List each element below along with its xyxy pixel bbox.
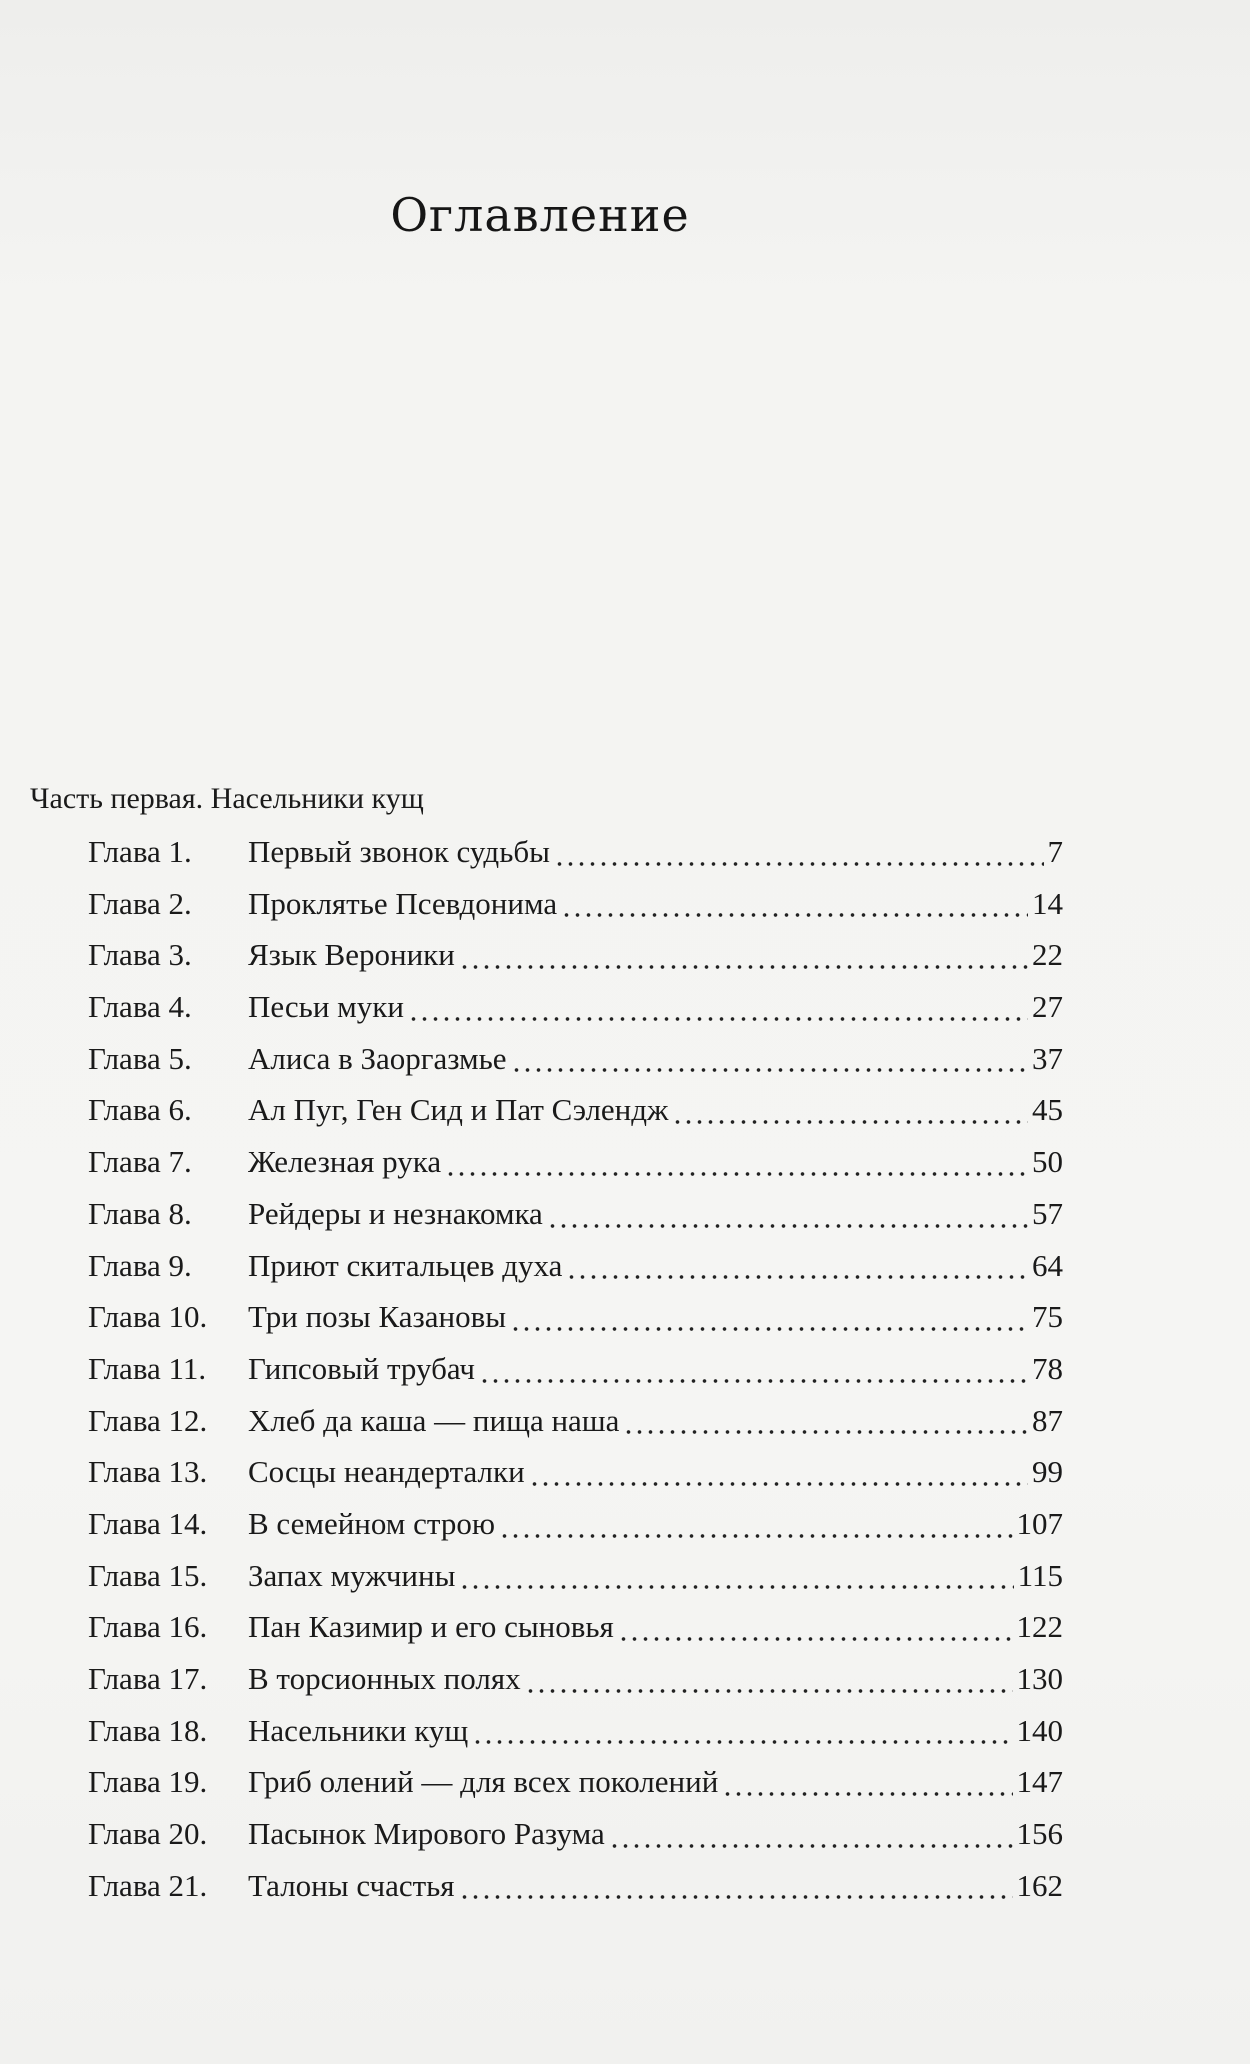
toc-dot-leader: [525, 1681, 1013, 1701]
toc-chapter-number: Глава 12.: [88, 1402, 208, 1438]
toc-chapter-title: Проклятье Псевдонима: [248, 885, 558, 921]
toc-chapter-number: Глава 8.: [88, 1195, 192, 1231]
toc-page-number: 122: [1016, 1609, 1063, 1645]
table-of-contents: [88, 834, 1063, 1919]
toc-dot-leader: [510, 1319, 1028, 1339]
toc-entry: [88, 989, 1063, 1041]
toc-entry: [88, 1609, 1063, 1661]
toc-chapter-title: Гриб олений — для всех поколений: [248, 1764, 719, 1800]
toc-chapter-title: Песьи муки: [248, 989, 404, 1025]
part-heading: Часть первая. Насельники кущ: [30, 782, 424, 815]
toc-chapter-number: Глава 11.: [88, 1350, 207, 1386]
toc-page-number: 14: [1032, 885, 1063, 921]
toc-chapter-title: Железная рука: [248, 1144, 442, 1180]
toc-dot-leader: [459, 1887, 1013, 1907]
toc-entry: [88, 834, 1063, 886]
toc-dot-leader: [472, 1732, 1012, 1752]
toc-chapter-title: Алиса в Заоргазмье: [248, 1040, 507, 1076]
toc-entry: [88, 1454, 1063, 1506]
toc-page-number: 130: [1016, 1661, 1063, 1696]
toc-page-number: 50: [1032, 1144, 1063, 1180]
toc-entry: [88, 1868, 1063, 1920]
toc-chapter-number: Глава 21.: [88, 1867, 208, 1903]
toc-entry: [88, 1764, 1063, 1816]
toc-dot-leader: [459, 1577, 1013, 1597]
toc-page-number: 78: [1032, 1350, 1063, 1386]
toc-dot-leader: [609, 1836, 1013, 1856]
toc-page-number: 87: [1032, 1402, 1063, 1438]
toc-page-number: 45: [1032, 1092, 1063, 1128]
toc-dot-leader: [566, 1267, 1028, 1287]
toc-chapter-title: Гипсовый трубач: [248, 1350, 475, 1386]
toc-chapter-number: Глава 13.: [88, 1454, 208, 1490]
toc-entry: [88, 1713, 1063, 1765]
toc-dot-leader: [623, 1422, 1028, 1442]
toc-entry: [88, 1816, 1063, 1868]
toc-chapter-number: Глава 19.: [88, 1764, 208, 1800]
toc-chapter-title: Приют скитальцев духа: [248, 1247, 563, 1283]
toc-dot-leader: [547, 1216, 1028, 1236]
toc-entry: [88, 1558, 1063, 1610]
toc-chapter-number: Глава 15.: [88, 1557, 208, 1593]
toc-dot-leader: [618, 1629, 1013, 1649]
toc-chapter-title: Хлеб да каша — пища наша: [248, 1402, 620, 1438]
toc-chapter-title: Пан Казимир и его сыновья: [248, 1609, 614, 1645]
toc-entry: [88, 1351, 1063, 1403]
toc-dot-leader: [479, 1371, 1028, 1391]
toc-chapter-number: Глава 1.: [88, 834, 192, 869]
toc-chapter-number: Глава 5.: [88, 1040, 192, 1076]
toc-entry: [88, 886, 1063, 938]
toc-page-number: 147: [1016, 1764, 1063, 1800]
toc-page-number: 7: [1047, 834, 1063, 869]
toc-chapter-title: Пасынок Мирового Разума: [248, 1816, 605, 1852]
toc-dot-leader: [561, 905, 1028, 925]
toc-chapter-title: Сосцы неандерталки: [248, 1454, 525, 1490]
toc-chapter-number: Глава 10.: [88, 1299, 208, 1335]
toc-chapter-number: Глава 14.: [88, 1505, 208, 1541]
toc-dot-leader: [499, 1526, 1012, 1546]
toc-entry: [88, 1661, 1063, 1713]
toc-dot-leader: [529, 1474, 1028, 1494]
toc-chapter-number: Глава 6.: [88, 1092, 192, 1128]
toc-entry: [88, 1041, 1063, 1093]
toc-chapter-number: Глава 17.: [88, 1661, 208, 1696]
toc-page-number: 107: [1016, 1505, 1063, 1541]
page-title: Оглавление: [390, 188, 690, 242]
toc-chapter-title: Ал Пуг, Ген Сид и Пат Сэлендж: [248, 1092, 669, 1128]
toc-entry: [88, 937, 1063, 989]
toc-entry: [88, 1248, 1063, 1300]
toc-entry: [88, 1144, 1063, 1196]
toc-chapter-number: Глава 3.: [88, 937, 192, 973]
toc-dot-leader: [459, 957, 1028, 977]
toc-dot-leader: [554, 854, 1044, 874]
toc-entry: [88, 1403, 1063, 1455]
toc-dot-leader: [511, 1060, 1028, 1080]
toc-chapter-title: Язык Вероники: [248, 937, 455, 973]
toc-page-number: 115: [1017, 1557, 1063, 1593]
toc-chapter-title: В торсионных полях: [248, 1661, 521, 1696]
toc-page-number: 37: [1032, 1040, 1063, 1076]
toc-page-number: 140: [1016, 1712, 1063, 1748]
toc-entry: [88, 1506, 1063, 1558]
toc-page-number: 75: [1032, 1299, 1063, 1335]
toc-entry: [88, 1299, 1063, 1351]
toc-page-number: 57: [1032, 1195, 1063, 1231]
toc-chapter-title: Запах мужчины: [248, 1557, 456, 1593]
toc-page-number: 27: [1032, 989, 1063, 1025]
toc-dot-leader: [408, 1009, 1028, 1029]
toc-entry: [88, 1092, 1063, 1144]
toc-entry: [88, 1196, 1063, 1248]
toc-page-number: 156: [1016, 1816, 1063, 1852]
toc-chapter-title: Рейдеры и незнакомка: [248, 1195, 543, 1231]
toc-chapter-number: Глава 2.: [88, 885, 192, 921]
toc-chapter-number: Глава 7.: [88, 1144, 192, 1180]
toc-dot-leader: [672, 1112, 1028, 1132]
toc-chapter-number: Глава 4.: [88, 989, 192, 1025]
toc-page-number: 99: [1032, 1454, 1063, 1490]
toc-chapter-title: Три позы Казановы: [248, 1299, 507, 1335]
toc-chapter-title: Первый звонок судьбы: [248, 834, 550, 869]
toc-chapter-number: Глава 20.: [88, 1816, 208, 1852]
toc-dot-leader: [445, 1164, 1028, 1184]
toc-page-number: 64: [1032, 1247, 1063, 1283]
toc-chapter-title: В семейном строю: [248, 1505, 496, 1541]
toc-page-number: 162: [1016, 1867, 1063, 1903]
toc-chapter-title: Талоны счастья: [248, 1867, 455, 1903]
toc-chapter-number: Глава 9.: [88, 1247, 192, 1283]
toc-chapter-title: Насельники кущ: [248, 1712, 469, 1748]
toc-chapter-number: Глава 18.: [88, 1712, 208, 1748]
toc-page-number: 22: [1032, 937, 1063, 973]
toc-chapter-number: Глава 16.: [88, 1609, 208, 1645]
toc-dot-leader: [722, 1784, 1012, 1804]
